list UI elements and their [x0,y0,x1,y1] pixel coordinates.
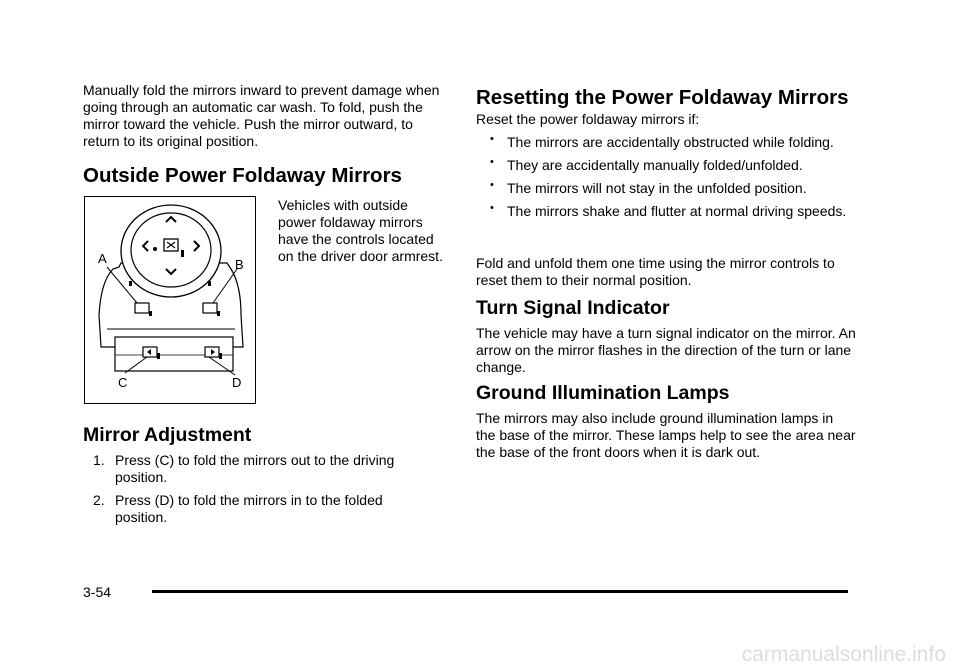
heading-turn-signal-indicator: Turn Signal Indicator [476,297,670,319]
step-number: 1. [93,452,105,468]
bullet-icon: • [490,202,494,214]
step-number: 2. [93,492,105,508]
mirror-control-illustration [85,197,257,405]
mirror-control-figure [84,196,256,404]
step-item [93,452,433,486]
switch-a-indicator [149,311,152,316]
list-item-text: They are accidentally manually folded/unfolded. [507,157,803,173]
figure-caption: Vehicles with outside power foldaway mirrors have the controls located on the driver door armrest. [278,197,443,264]
list-item [490,157,860,174]
switch-d-indicator [219,353,222,359]
list-item-text: The mirrors shake and flutter at normal driving speeds. [507,203,847,219]
reset-conditions-list [490,134,860,226]
watermark: carmanualsonline.info [741,643,946,666]
heading-outside-power-foldaway-mirrors: Outside Power Foldaway Mirrors [83,164,402,187]
intro-paragraph: Manually fold the mirrors inward to prevent damage when going through an automatic car wash. To fold, push the mirror toward the vehicle. Push the mirror outward, to return to its original position. [83,82,440,149]
knob-dot-left [153,247,157,251]
reset-outro-paragraph: Fold and unfold them one time using the mirror controls to reset them to their normal position. [476,255,835,288]
step-item [93,492,433,526]
figure-label-d: D [232,375,242,390]
step-text: Press (D) to fold the mirrors in to the folded position. [115,492,383,525]
list-item [490,134,860,151]
footer-rule [152,590,848,593]
switch-b-indicator [217,311,220,316]
ground-illumination-paragraph: The mirrors may also include ground illumination lamps in the base of the mirror. These lamps help to see the area near the base of the front doors when it is dark out. [476,410,856,460]
figure-label-b: B [235,257,244,272]
bullet-icon: • [490,179,494,191]
switch-a [135,303,149,313]
adjustment-steps [93,452,433,532]
switch-b [203,303,217,313]
switch-c-indicator [157,353,160,359]
list-item [490,203,860,220]
turn-signal-paragraph: The vehicle may have a turn signal indicator on the mirror. An arrow on the mirror flashes in the direction of the turn or lane change. [476,325,856,375]
heading-mirror-adjustment: Mirror Adjustment [83,424,252,446]
bullet-icon: • [490,156,494,168]
bullet-icon: • [490,133,494,145]
list-item-text: The mirrors are accidentally obstructed while folding. [507,134,834,150]
reset-intro-paragraph: Reset the power foldaway mirrors if: [476,111,700,127]
heading-resetting-power-foldaway-mirrors: Resetting the Power Foldaway Mirrors [476,86,849,109]
knob-mark-right [181,250,184,257]
step-text: Press (C) to fold the mirrors out to the driving position. [115,452,395,485]
heading-ground-illumination-lamps: Ground Illumination Lamps [476,382,730,404]
page-number: 3-54 [83,584,112,600]
figure-label-a: A [98,251,107,266]
right-indicator-light [208,281,211,286]
list-item [490,180,860,197]
list-item-text: The mirrors will not stay in the unfolded position. [507,180,807,196]
left-indicator-light [129,281,132,286]
figure-label-c: C [118,375,128,390]
